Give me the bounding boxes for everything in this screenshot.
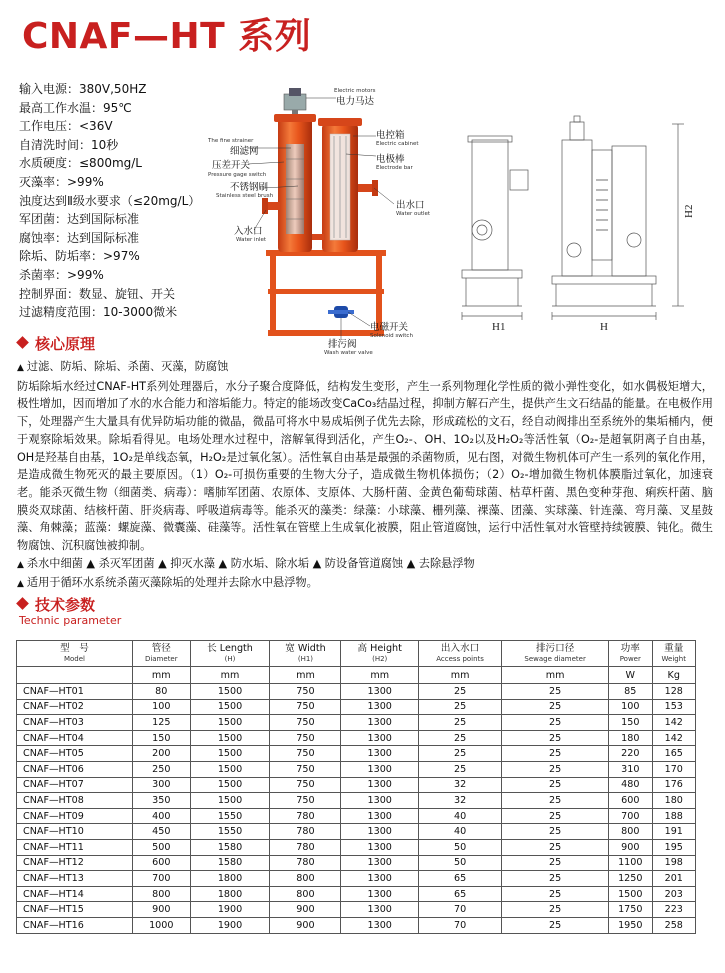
table-cell: 142 xyxy=(652,715,696,731)
table-cell: 1300 xyxy=(341,777,419,793)
table-cell: 25 xyxy=(502,917,609,933)
strainer-label-en: The fine strainer xyxy=(208,138,254,144)
table-cell: 25 xyxy=(502,684,609,700)
column-header: 排污口径 Sewage diameter xyxy=(502,641,609,667)
unit-row xyxy=(17,667,696,684)
table-cell: 1300 xyxy=(341,730,419,746)
parameter-table xyxy=(16,640,696,934)
table-cell: 1300 xyxy=(341,746,419,762)
table-cell: 780 xyxy=(270,808,341,824)
table-cell: 176 xyxy=(652,777,696,793)
table-cell: 1750 xyxy=(609,902,652,918)
table-cell: 750 xyxy=(270,699,341,715)
table-cell: CNAF—HT03 xyxy=(17,715,133,731)
table-cell: 25 xyxy=(502,886,609,902)
params-heading: 技术参数 xyxy=(18,594,95,615)
table-cell: 70 xyxy=(418,902,501,918)
triangle-icon: ▲ xyxy=(17,363,24,373)
table-cell: 1300 xyxy=(341,902,419,918)
table-cell: 1300 xyxy=(341,699,419,715)
table-cell: 400 xyxy=(132,808,190,824)
table-cell: 25 xyxy=(502,902,609,918)
table-cell: 25 xyxy=(502,855,609,871)
diamond-icon xyxy=(16,336,29,349)
table-cell: 800 xyxy=(270,871,341,887)
pressure-label-en: Pressure gage switch xyxy=(208,172,267,178)
table-cell: 600 xyxy=(609,793,652,809)
table-cell: 250 xyxy=(132,761,190,777)
table-cell: 1950 xyxy=(609,917,652,933)
table-cell: 32 xyxy=(418,793,501,809)
table-cell: 150 xyxy=(132,730,190,746)
table-cell: 1300 xyxy=(341,839,419,855)
table-cell: 65 xyxy=(418,871,501,887)
table-cell: 900 xyxy=(132,902,190,918)
table-cell: CNAF—HT04 xyxy=(17,730,133,746)
table-cell: CNAF—HT10 xyxy=(17,824,133,840)
table-cell: 750 xyxy=(270,761,341,777)
table-cell: 1250 xyxy=(609,871,652,887)
table-cell: CNAF—HT07 xyxy=(17,777,133,793)
table-cell: 900 xyxy=(270,902,341,918)
dim-h: H xyxy=(600,321,608,333)
brush-label-en: Stainless steel brush xyxy=(216,193,274,199)
table-cell: 100 xyxy=(132,699,190,715)
spec-item: 最高工作水温：95℃ xyxy=(19,100,132,115)
spec-item: 除垢、防垢率：>97% xyxy=(19,249,140,264)
dim-h1: H1 xyxy=(492,321,506,333)
table-cell: 750 xyxy=(270,793,341,809)
table-cell: CNAF—HT05 xyxy=(17,746,133,762)
table-cell: 1100 xyxy=(609,855,652,871)
table-cell: 1550 xyxy=(190,824,270,840)
table-cell: 32 xyxy=(418,777,501,793)
pressure-label: 压差开关 xyxy=(212,160,251,171)
table-cell: 258 xyxy=(652,917,696,933)
table-cell: 25 xyxy=(418,746,501,762)
table-cell: 750 xyxy=(270,730,341,746)
table-cell: 800 xyxy=(270,886,341,902)
column-header: 管径 Diameter xyxy=(132,641,190,667)
table-cell: CNAF—HT12 xyxy=(17,855,133,871)
table-cell: 1500 xyxy=(190,684,270,700)
motor-label-en: Electric motors xyxy=(334,88,376,94)
table-row xyxy=(17,808,696,824)
params-subheading: Technic parameter xyxy=(19,614,122,627)
table-cell: 25 xyxy=(502,761,609,777)
table-cell: 750 xyxy=(270,746,341,762)
motor-icon xyxy=(284,88,306,118)
table-cell: 780 xyxy=(270,824,341,840)
table-cell: 180 xyxy=(652,793,696,809)
table-cell: 198 xyxy=(652,855,696,871)
table-cell: 600 xyxy=(132,855,190,871)
table-cell: 1500 xyxy=(609,886,652,902)
table-cell: 40 xyxy=(418,808,501,824)
table-cell: 65 xyxy=(418,886,501,902)
table-cell: 1300 xyxy=(341,715,419,731)
electrode-label: 电极棒 xyxy=(376,154,405,165)
support-frame xyxy=(266,250,386,336)
principle-bullet-2: ▲ 杀水中细菌 ▲ 杀灭军团菌 ▲ 抑灭水藻 ▲ 防水垢、除水垢 ▲ 防设备管道腐蚀 ▲ 去除悬浮物 xyxy=(17,556,475,570)
principle-heading: 核心原理 xyxy=(18,333,95,354)
table-row xyxy=(17,871,696,887)
table-cell: 1500 xyxy=(190,761,270,777)
solenoid-label-en: Solenoid switch xyxy=(370,333,413,339)
table-cell: 1300 xyxy=(341,684,419,700)
table-cell: 25 xyxy=(418,715,501,731)
table-row xyxy=(17,793,696,809)
table-cell: 201 xyxy=(652,871,696,887)
table-cell: 50 xyxy=(418,839,501,855)
table-cell: 1500 xyxy=(190,793,270,809)
table-cell: 1900 xyxy=(190,902,270,918)
table-cell: 25 xyxy=(502,746,609,762)
table-cell: 480 xyxy=(609,777,652,793)
table-cell: CNAF—HT06 xyxy=(17,761,133,777)
principle-body: 防垢除垢水经过CNAF-HT系列处理器后，水分子聚合度降低，结构发生变形，产生一系列物理化学性质的微小弹性变化，如水偶极矩增大，极性增加，因而增加了水的水合能力和溶垢能力。特定的能场改变CaCo₃结晶过程，抑制方解石产生，提供产生文石结晶的能量。在电极作用下，处理器产生大量具有优异防垢功能的微晶，微晶可将水中易成垢例子优先去除，形成疏松的文石，经自动阀排出至系统外的集垢桶内，便于观察除垢效果。除垢看得见。电场处理水过程中，溶解氧得到活化，产生O₂-、OH、1O₂以及H₂O₂等活性氧（O₂-是超氧阴离子自由基，OH是羟基自由基，1O₂是单线态氧，H₂O₂是过氧化氢）。活性氧自由基是最强的杀菌物质，见右图，对微生物机体可产生一系列的氧化作用，是造成微生物死灭的最主要原因。（1）O₂-可损伤重要的生物大分子，造成微生物机体损伤；（2）O₂-增加微生物机体膜脂过氧化，加速衰老。能杀灭微生物（细菌类、病毒）：嗜肺军团菌、农原体、支原体、大肠杆菌、金黄色葡萄球菌、枯草杆菌、黑色变种芽孢、痢疾杆菌、脑膜炎双球菌、结核杆菌、肝炎病毒、呼吸道病毒等。能杀灭的藻类：绿藻：小球藻、栅列藻、裸藻、团藻、实球藻、针连藻、弯月藻、叉星鼓藻、角棘藻；蓝藻：螺旋藻、微囊藻、硅藻等。活性氧在管壁上生成氧化被膜，阻止管道腐蚀，运行中活性氧对水管壁持续镀膜、钝化。微生物腐蚀、沉积腐蚀被抑制。 xyxy=(17,379,713,553)
table-cell: 700 xyxy=(609,808,652,824)
table-cell: 780 xyxy=(270,855,341,871)
table-row xyxy=(17,824,696,840)
table-cell: 25 xyxy=(502,824,609,840)
table-cell: 450 xyxy=(132,824,190,840)
cabinet-label-en: Electric cabinet xyxy=(376,141,419,147)
table-cell: CNAF—HT15 xyxy=(17,902,133,918)
table-cell: 195 xyxy=(652,839,696,855)
table-cell: 1500 xyxy=(190,699,270,715)
table-cell: 1300 xyxy=(341,824,419,840)
table-cell: 1900 xyxy=(190,917,270,933)
table-cell: 142 xyxy=(652,730,696,746)
dim-h2: H2 xyxy=(683,204,695,218)
column-header: 重量 Weight xyxy=(652,641,696,667)
table-cell: 25 xyxy=(502,715,609,731)
spec-item: 自清洗时间：10秒 xyxy=(19,137,119,152)
table-cell: 1800 xyxy=(190,886,270,902)
table-cell: 125 xyxy=(132,715,190,731)
table-cell: 25 xyxy=(502,730,609,746)
technical-drawing xyxy=(452,110,714,342)
table-cell: 170 xyxy=(652,761,696,777)
wash-valve-label: 排污阀 xyxy=(328,339,357,350)
table-cell: 223 xyxy=(652,902,696,918)
table-row xyxy=(17,902,696,918)
unit-cell: mm xyxy=(418,667,501,684)
table-cell: 1300 xyxy=(341,808,419,824)
inlet-label-en: Water inlet xyxy=(236,237,267,243)
table-row xyxy=(17,684,696,700)
table-cell: 165 xyxy=(652,746,696,762)
table-cell: 310 xyxy=(609,761,652,777)
principle-text xyxy=(17,358,713,594)
electrode-label-en: Electrode bar xyxy=(376,165,413,171)
table-cell: 1500 xyxy=(190,715,270,731)
table-cell: 350 xyxy=(132,793,190,809)
table-cell: CNAF—HT08 xyxy=(17,793,133,809)
solenoid-label: 电磁开关 xyxy=(370,322,409,333)
page-title: CNAF—HT 系列 xyxy=(22,16,312,57)
table-cell: 500 xyxy=(132,839,190,855)
table-cell: CNAF—HT09 xyxy=(17,808,133,824)
table-row xyxy=(17,777,696,793)
spec-item: 过滤精度范围：10-3000微米 xyxy=(19,305,178,320)
inlet-label: 入水口 xyxy=(234,226,263,237)
table-cell: 750 xyxy=(270,715,341,731)
table-cell: 80 xyxy=(132,684,190,700)
table-cell: 1580 xyxy=(190,839,270,855)
table-cell: 220 xyxy=(609,746,652,762)
table-cell: 128 xyxy=(652,684,696,700)
table-cell: 700 xyxy=(132,871,190,887)
unit-cell: mm xyxy=(270,667,341,684)
table-cell: 50 xyxy=(418,855,501,871)
table-cell: 1550 xyxy=(190,808,270,824)
column-header: 宽 Width (H1) xyxy=(270,641,341,667)
table-cell: 25 xyxy=(502,777,609,793)
column-header: 长 Length (H) xyxy=(190,641,270,667)
principle-bullet-3: ▲ 适用于循环水系统杀菌灭藻除垢的处理并去除水中悬浮物。 xyxy=(17,576,318,590)
table-cell: 800 xyxy=(132,886,190,902)
table-cell: 25 xyxy=(502,871,609,887)
table-cell: 900 xyxy=(609,839,652,855)
table-cell: 100 xyxy=(609,699,652,715)
unit-cell: mm xyxy=(190,667,270,684)
triangle-icon: ▲ xyxy=(17,579,24,590)
table-cell: 153 xyxy=(652,699,696,715)
table-cell: 750 xyxy=(270,777,341,793)
table-cell: 1500 xyxy=(190,777,270,793)
table-row xyxy=(17,886,696,902)
triangle-icon: ▲ xyxy=(17,559,24,570)
table-cell: CNAF—HT01 xyxy=(17,684,133,700)
table-cell: 85 xyxy=(609,684,652,700)
outlet-label: 出水口 xyxy=(396,200,425,211)
table-cell: 1300 xyxy=(341,855,419,871)
table-cell: 1300 xyxy=(341,761,419,777)
table-cell: 25 xyxy=(418,761,501,777)
column-header: 功率 Power xyxy=(609,641,652,667)
table-cell: 25 xyxy=(502,839,609,855)
table-cell: 70 xyxy=(418,917,501,933)
table-cell: 25 xyxy=(502,699,609,715)
table-row xyxy=(17,839,696,855)
motor-label: 电力马达 xyxy=(336,96,375,107)
principle-bullet-1: ▲ 过滤、防垢、除垢、杀菌、灭藻，防腐蚀 xyxy=(17,360,229,373)
table-cell: 25 xyxy=(418,684,501,700)
table-cell: 750 xyxy=(270,684,341,700)
table-cell: 180 xyxy=(609,730,652,746)
wash-valve-label-en: Wash water valve xyxy=(324,350,373,354)
column-header: 出入水口 Access points xyxy=(418,641,501,667)
table-cell: 780 xyxy=(270,839,341,855)
spec-item: 灭藻率：>99% xyxy=(19,174,104,189)
table-row xyxy=(17,761,696,777)
table-cell: 900 xyxy=(270,917,341,933)
unit-cell: W xyxy=(609,667,652,684)
spec-item: 军团菌：达到国际标准 xyxy=(19,212,140,227)
table-cell: 1500 xyxy=(190,730,270,746)
spec-item: 浊度达到Ⅱ级水要求（≤20mg/L） xyxy=(19,193,201,208)
table-cell: 191 xyxy=(652,824,696,840)
table-cell: 1500 xyxy=(190,746,270,762)
strainer-label: 细滤网 xyxy=(230,146,259,157)
table-cell: CNAF—HT11 xyxy=(17,839,133,855)
column-header: 型 号 Model xyxy=(17,641,133,667)
unit-cell xyxy=(17,667,133,684)
spec-item: 控制界面：数显、旋钮、开关 xyxy=(19,286,176,301)
table-cell: 800 xyxy=(609,824,652,840)
table-cell: 150 xyxy=(609,715,652,731)
table-cell: CNAF—HT13 xyxy=(17,871,133,887)
table-cell: 188 xyxy=(652,808,696,824)
table-cell: 1000 xyxy=(132,917,190,933)
drain-valve-icon xyxy=(328,306,354,318)
table-cell: 25 xyxy=(502,793,609,809)
unit-cell: mm xyxy=(341,667,419,684)
table-row xyxy=(17,917,696,933)
diamond-icon xyxy=(16,597,29,610)
table-cell: 1300 xyxy=(341,886,419,902)
table-row xyxy=(17,746,696,762)
table-cell: CNAF—HT16 xyxy=(17,917,133,933)
table-row xyxy=(17,715,696,731)
table-cell: 200 xyxy=(132,746,190,762)
table-cell: 203 xyxy=(652,886,696,902)
table-cell: 25 xyxy=(418,730,501,746)
table-cell: 1580 xyxy=(190,855,270,871)
table-cell: CNAF—HT02 xyxy=(17,699,133,715)
table-cell: 1300 xyxy=(341,793,419,809)
table-cell: CNAF—HT14 xyxy=(17,886,133,902)
spec-item: 腐蚀率：达到国际标准 xyxy=(19,230,140,245)
table-cell: 40 xyxy=(418,824,501,840)
brush-label: 不锈钢刷 xyxy=(230,182,269,193)
spec-item: 工作电压：<36V xyxy=(19,119,113,134)
unit-cell: mm xyxy=(132,667,190,684)
column-header: 高 Height (H2) xyxy=(341,641,419,667)
table-row xyxy=(17,699,696,715)
table-cell: 1300 xyxy=(341,917,419,933)
table-row xyxy=(17,730,696,746)
table-cell: 25 xyxy=(502,808,609,824)
unit-cell: mm xyxy=(502,667,609,684)
spec-item: 杀菌率：>99% xyxy=(19,267,104,282)
table-cell: 300 xyxy=(132,777,190,793)
table-cell: 25 xyxy=(418,699,501,715)
spec-item: 水质硬度：≤800mg/L xyxy=(19,156,142,171)
table-cell: 1800 xyxy=(190,871,270,887)
unit-cell: Kg xyxy=(652,667,696,684)
table-row xyxy=(17,855,696,871)
table-cell: 1300 xyxy=(341,871,419,887)
product-illustration xyxy=(208,84,458,354)
outlet-label-en: Water outlet xyxy=(396,211,431,217)
cabinet-label: 电控箱 xyxy=(376,130,405,141)
spec-item: 输入电源：380V,50HZ xyxy=(19,82,147,96)
